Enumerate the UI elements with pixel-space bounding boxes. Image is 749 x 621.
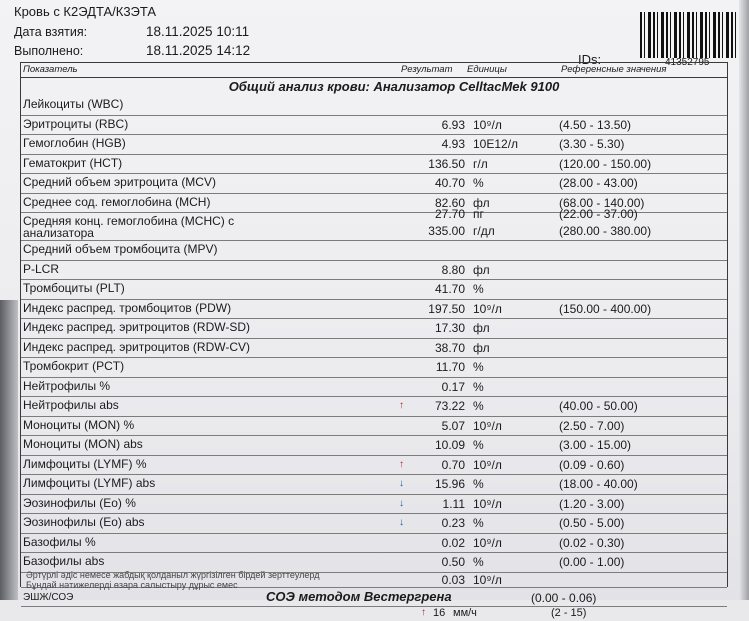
table-row	[21, 378, 727, 398]
table-row	[21, 417, 727, 437]
row-reference: (68.00 - 140.00)	[559, 195, 645, 210]
completed-label: Выполнено:	[14, 44, 84, 58]
row-result: 0.17	[441, 379, 465, 394]
row-unit: %	[473, 555, 484, 569]
row-unit: %	[473, 176, 484, 190]
table-row	[21, 261, 727, 281]
row-reference: (2.50 - 7.00)	[559, 418, 625, 433]
row-indicator: Средний объем эритроцита (MCV)	[23, 175, 216, 189]
table-header	[21, 63, 727, 78]
col-reference: Референсные значения	[561, 64, 667, 75]
esr-result: 16	[433, 606, 446, 619]
completed-value: 18.11.2025 14:12	[146, 43, 251, 58]
photo-shadow	[0, 300, 18, 600]
row-result: 10.09	[434, 438, 465, 452]
row-indicator: Тромбокрит (PCT)	[23, 359, 125, 373]
row-result: 0.03	[441, 572, 465, 587]
table-row	[21, 155, 727, 175]
row-indicator	[23, 215, 278, 239]
sample-type-title: Кровь с К2ЭДТА/К3ЭТА	[14, 4, 157, 19]
row-unit: %	[473, 282, 484, 296]
footer-line-2: Бұндай нәтижелерді өзара салыстыру дұрыс емес	[26, 580, 238, 590]
row-indicator-line1: Средняя конц. гемоглобина (MCHC) с	[23, 214, 235, 228]
table-row	[21, 495, 727, 515]
row-result: 8.80	[441, 262, 465, 277]
row-indicator: Эозинофилы (Eo) %	[23, 495, 136, 510]
row-indicator: Гемоглобин (HGB)	[23, 136, 126, 150]
row-result: 11.70	[435, 360, 465, 374]
results-table	[20, 62, 728, 619]
barcode-graphic	[640, 12, 746, 58]
row-indicator: Индекс распред. тромбоцитов (PDW)	[23, 300, 232, 315]
table-row	[21, 358, 727, 378]
row-unit: 10⁹/л	[473, 457, 502, 472]
row-result: 5.07	[441, 418, 465, 433]
table-row	[21, 241, 727, 261]
row-indicator: P-LCR	[23, 261, 60, 276]
row-indicator: Гематокрит (HCT)	[23, 155, 123, 170]
row-unit: %	[473, 399, 484, 413]
row-indicator: Лимфоциты (LYMF) %	[23, 456, 147, 471]
row-indicator: Среднее сод. гемоглобина (MCH)	[23, 194, 211, 209]
col-result: Результат	[401, 64, 453, 75]
row-indicator: Индекс распред. эритроцитов (RDW-CV)	[23, 339, 251, 354]
row-result: 4.93	[441, 137, 465, 151]
row-reference: (0.00 - 1.00)	[559, 555, 625, 569]
row-unit: %	[473, 438, 484, 452]
esr-name: ЭШЖ/СОЭ	[23, 591, 74, 603]
row-reference: (0.09 - 0.60)	[559, 457, 625, 472]
esr-flag: ↑	[421, 606, 426, 618]
row-result: 17.30	[434, 321, 465, 335]
row-flag: ↓	[399, 478, 404, 489]
row-unit: фл	[473, 340, 490, 355]
row-flag: ↓	[399, 517, 404, 528]
row-unit: 10⁹/л	[473, 117, 502, 132]
row-unit: %	[473, 516, 484, 530]
row-unit: 10⁹/л	[473, 535, 502, 550]
row-unit: пг	[473, 207, 484, 221]
row-unit: 10⁹/л	[473, 301, 502, 316]
row-flag: ↑	[399, 458, 404, 470]
table-row	[21, 456, 727, 476]
row-indicator: Индекс распред. эритроцитов (RDW-SD)	[23, 320, 251, 334]
row-indicator: Моноциты (MON) abs	[23, 437, 143, 451]
esr-unit: мм/ч	[453, 606, 477, 619]
completed-row	[14, 43, 250, 58]
row-result: 40.70	[434, 176, 465, 190]
table-row	[21, 339, 727, 359]
row-indicator-line2: анализатора	[23, 226, 94, 240]
row-reference: (120.00 - 150.00)	[559, 156, 652, 171]
table-row	[21, 319, 727, 339]
row-unit-2: г/дл	[473, 224, 495, 238]
table-row	[21, 300, 727, 320]
row-unit: фл	[473, 262, 490, 277]
row-reference: (1.20 - 3.00)	[559, 496, 625, 511]
ids-value: 41352795	[665, 57, 710, 68]
col-indicator: Показатель	[23, 64, 78, 75]
row-result: 0.23	[441, 516, 465, 530]
row-reference: (40.00 - 50.00)	[559, 399, 638, 413]
row-unit: 10⁹/л	[473, 418, 502, 433]
esr-value-row	[21, 607, 727, 621]
footer-line-1: Әртүрлі әдіс немесе жабдық қолданыл жүргізілген бірдей зерттеулерд	[26, 570, 320, 580]
row-reference: (22.00 - 37.00)	[559, 207, 638, 221]
extra-ref: (0.00 - 0.06)	[531, 590, 597, 605]
row-unit: 10E12/л	[473, 137, 519, 151]
row-reference: (3.30 - 5.30)	[559, 137, 625, 151]
row-indicator: Базофилы abs	[23, 554, 105, 568]
row-indicator: Тромбоциты (PLT)	[23, 281, 125, 295]
row-result-2: 335.00	[428, 224, 465, 238]
row-reference: (28.00 - 43.00)	[559, 176, 638, 190]
row-unit: %	[473, 360, 484, 374]
row-unit: г/л	[473, 156, 488, 171]
footer-note	[26, 570, 319, 590]
date-taken-label: Дата взятия:	[14, 25, 88, 39]
table-row	[21, 397, 727, 417]
table-row	[21, 280, 727, 300]
row-unit: 10⁹/л	[473, 572, 502, 587]
row-reference-2: (280.00 - 380.00)	[559, 224, 652, 238]
table-row	[21, 207, 727, 241]
row-flag: ↑	[399, 400, 404, 411]
row-reference: (0.02 - 0.30)	[559, 535, 625, 550]
row-result: 0.70	[441, 457, 465, 472]
esr-title: СОЭ методом Вестергрена	[266, 588, 452, 604]
row-indicator: Эозинофилы (Eo) abs	[23, 515, 145, 529]
table-row	[21, 96, 727, 116]
row-indicator: Нейтрофилы abs	[23, 398, 119, 412]
row-indicator: Эритроциты (RBC)	[23, 116, 129, 131]
col-units: Единицы	[467, 64, 507, 75]
row-result: 73.22	[434, 399, 465, 413]
row-reference: (18.00 - 40.00)	[559, 477, 638, 491]
row-result: 1.11	[442, 496, 465, 511]
row-reference: (3.00 - 15.00)	[559, 438, 632, 452]
esr-ref: (2 - 15)	[551, 606, 587, 619]
table-row	[21, 475, 727, 495]
ids-label: IDs:	[578, 52, 602, 67]
row-result: 27.70	[434, 207, 465, 221]
row-flag: ↓	[399, 497, 404, 509]
row-result: 82.60	[434, 195, 465, 210]
row-indicator: Моноциты (MON) %	[23, 417, 135, 432]
row-unit: %	[473, 379, 484, 394]
row-result: 197.50	[428, 301, 465, 316]
row-result: 41.70	[434, 282, 465, 296]
table-row	[21, 174, 727, 194]
row-result: 0.02	[441, 535, 465, 550]
photo-edge	[739, 0, 749, 600]
table-row	[21, 116, 727, 136]
esr-header-row	[21, 588, 727, 607]
row-reference: (4.50 - 13.50)	[559, 117, 632, 132]
table-row	[21, 514, 727, 534]
date-taken-value: 18.11.2025 10:11	[146, 24, 250, 39]
row-result: 38.70	[434, 340, 465, 355]
row-result: 15.96	[434, 477, 465, 491]
row-indicator: Нейтрофилы %	[23, 378, 111, 393]
row-reference: (0.50 - 5.00)	[559, 516, 625, 530]
table-row	[21, 534, 727, 554]
section-title: Общий анализ крови: Анализатор CelltacMek 9100	[228, 79, 560, 94]
table-row	[21, 436, 727, 456]
row-reference: (150.00 - 400.00)	[559, 301, 652, 316]
row-indicator: Лейкоциты (WBC)	[23, 97, 124, 111]
row-result: 136.50	[428, 156, 465, 171]
table-body	[21, 96, 727, 588]
row-unit: фл	[473, 195, 490, 210]
row-result: 6.93	[441, 117, 465, 132]
row-indicator: Средний объем тромбоцита (MPV)	[23, 242, 218, 256]
row-unit: 10⁹/л	[473, 496, 502, 511]
row-indicator: Лимфоциты (LYMF) abs	[23, 476, 156, 490]
row-unit: фл	[473, 321, 490, 335]
table-row	[21, 135, 727, 155]
row-indicator: Базофилы %	[23, 534, 96, 549]
row-unit: %	[473, 477, 484, 491]
date-taken-row	[14, 24, 249, 39]
row-result: 0.50	[441, 555, 465, 569]
